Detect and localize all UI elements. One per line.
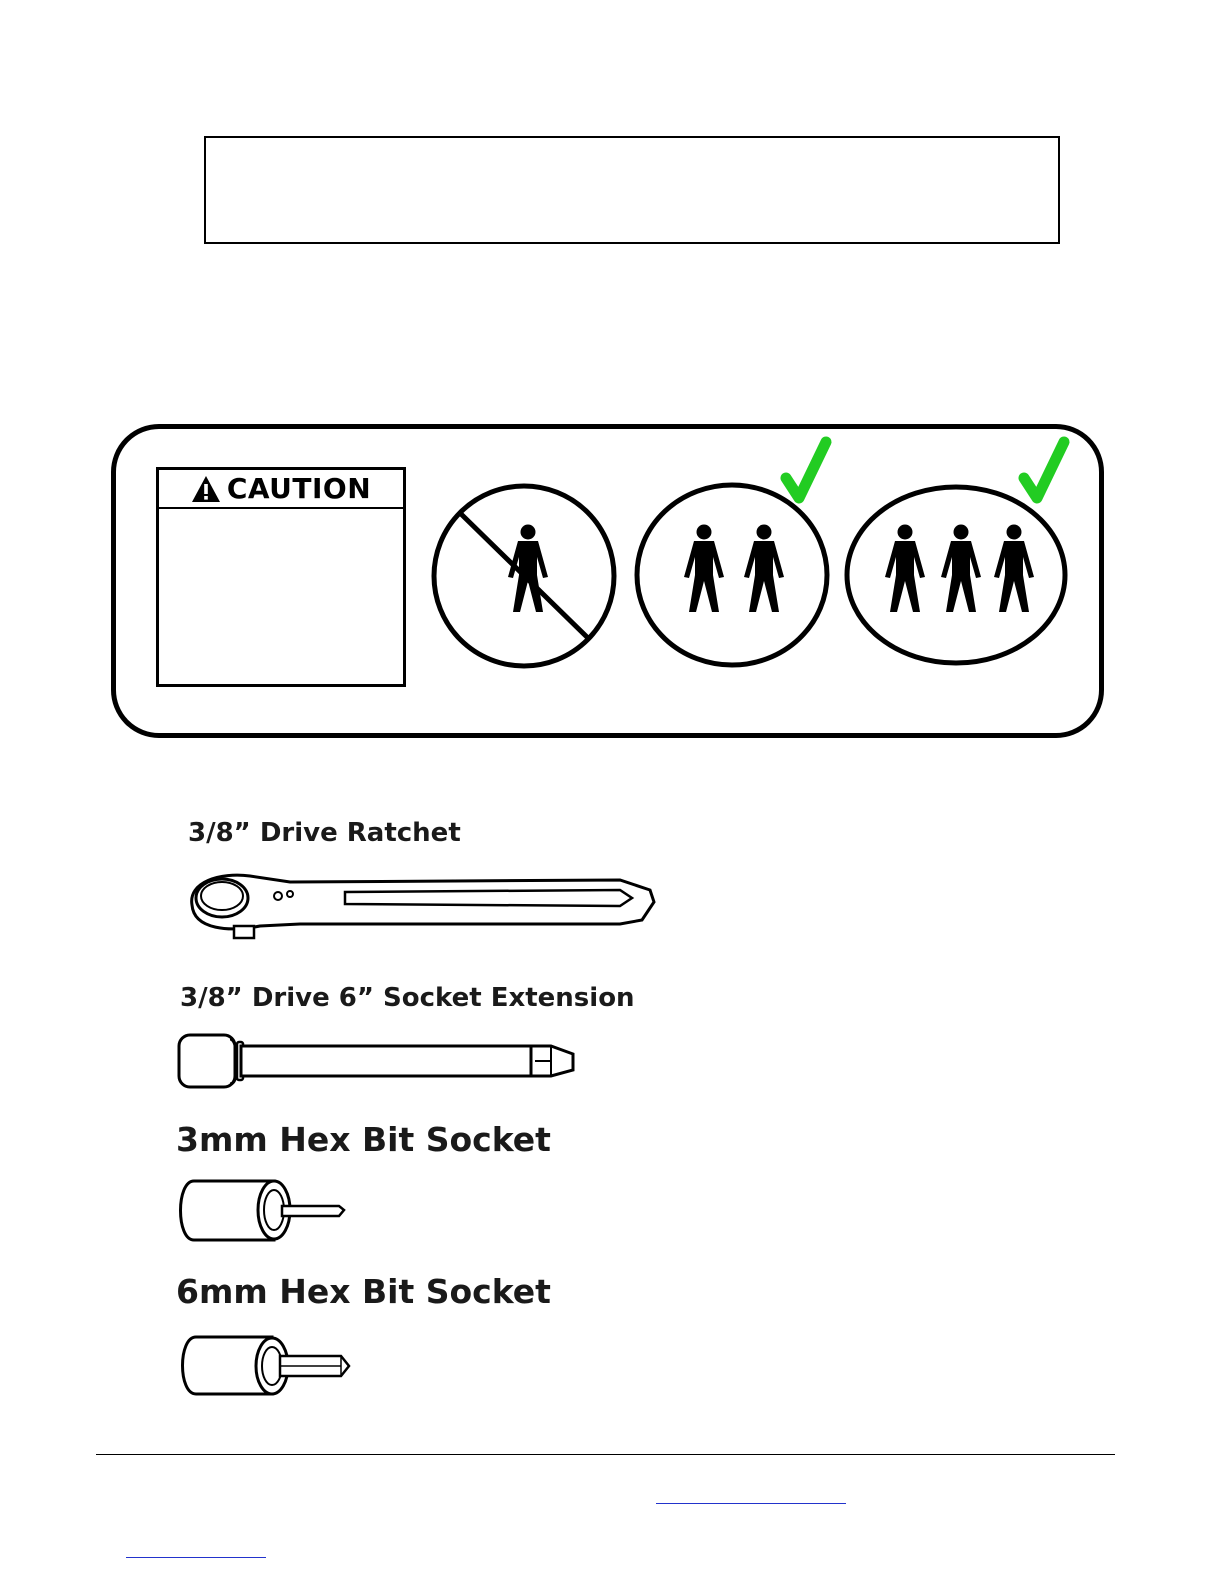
- caution-title: CAUTION: [226, 472, 372, 505]
- check-mark-icon: [1024, 442, 1064, 498]
- two-persons-allowed-icon: [637, 442, 827, 665]
- tool-label-hex-6mm: 6mm Hex Bit Socket: [176, 1272, 551, 1311]
- check-mark-icon: [786, 442, 826, 498]
- footer-link-underline[interactable]: [126, 1557, 266, 1558]
- tool-label-ratchet: 3/8” Drive Ratchet: [188, 818, 461, 848]
- three-persons-allowed-icon: [847, 442, 1065, 663]
- hex-bit-socket-6mm-icon: [176, 1334, 356, 1398]
- tool-label-socket-extension: 3/8” Drive 6” Socket Extension: [180, 983, 635, 1013]
- ratchet-icon: [180, 860, 660, 950]
- tool-label-hex-3mm: 3mm Hex Bit Socket: [176, 1120, 551, 1159]
- one-person-prohibited-icon: [434, 486, 614, 666]
- hex-bit-socket-3mm-icon: [174, 1178, 354, 1244]
- footer-link-underline[interactable]: [656, 1503, 846, 1504]
- footer-divider: [96, 1454, 1115, 1455]
- socket-extension-icon: [175, 1030, 585, 1094]
